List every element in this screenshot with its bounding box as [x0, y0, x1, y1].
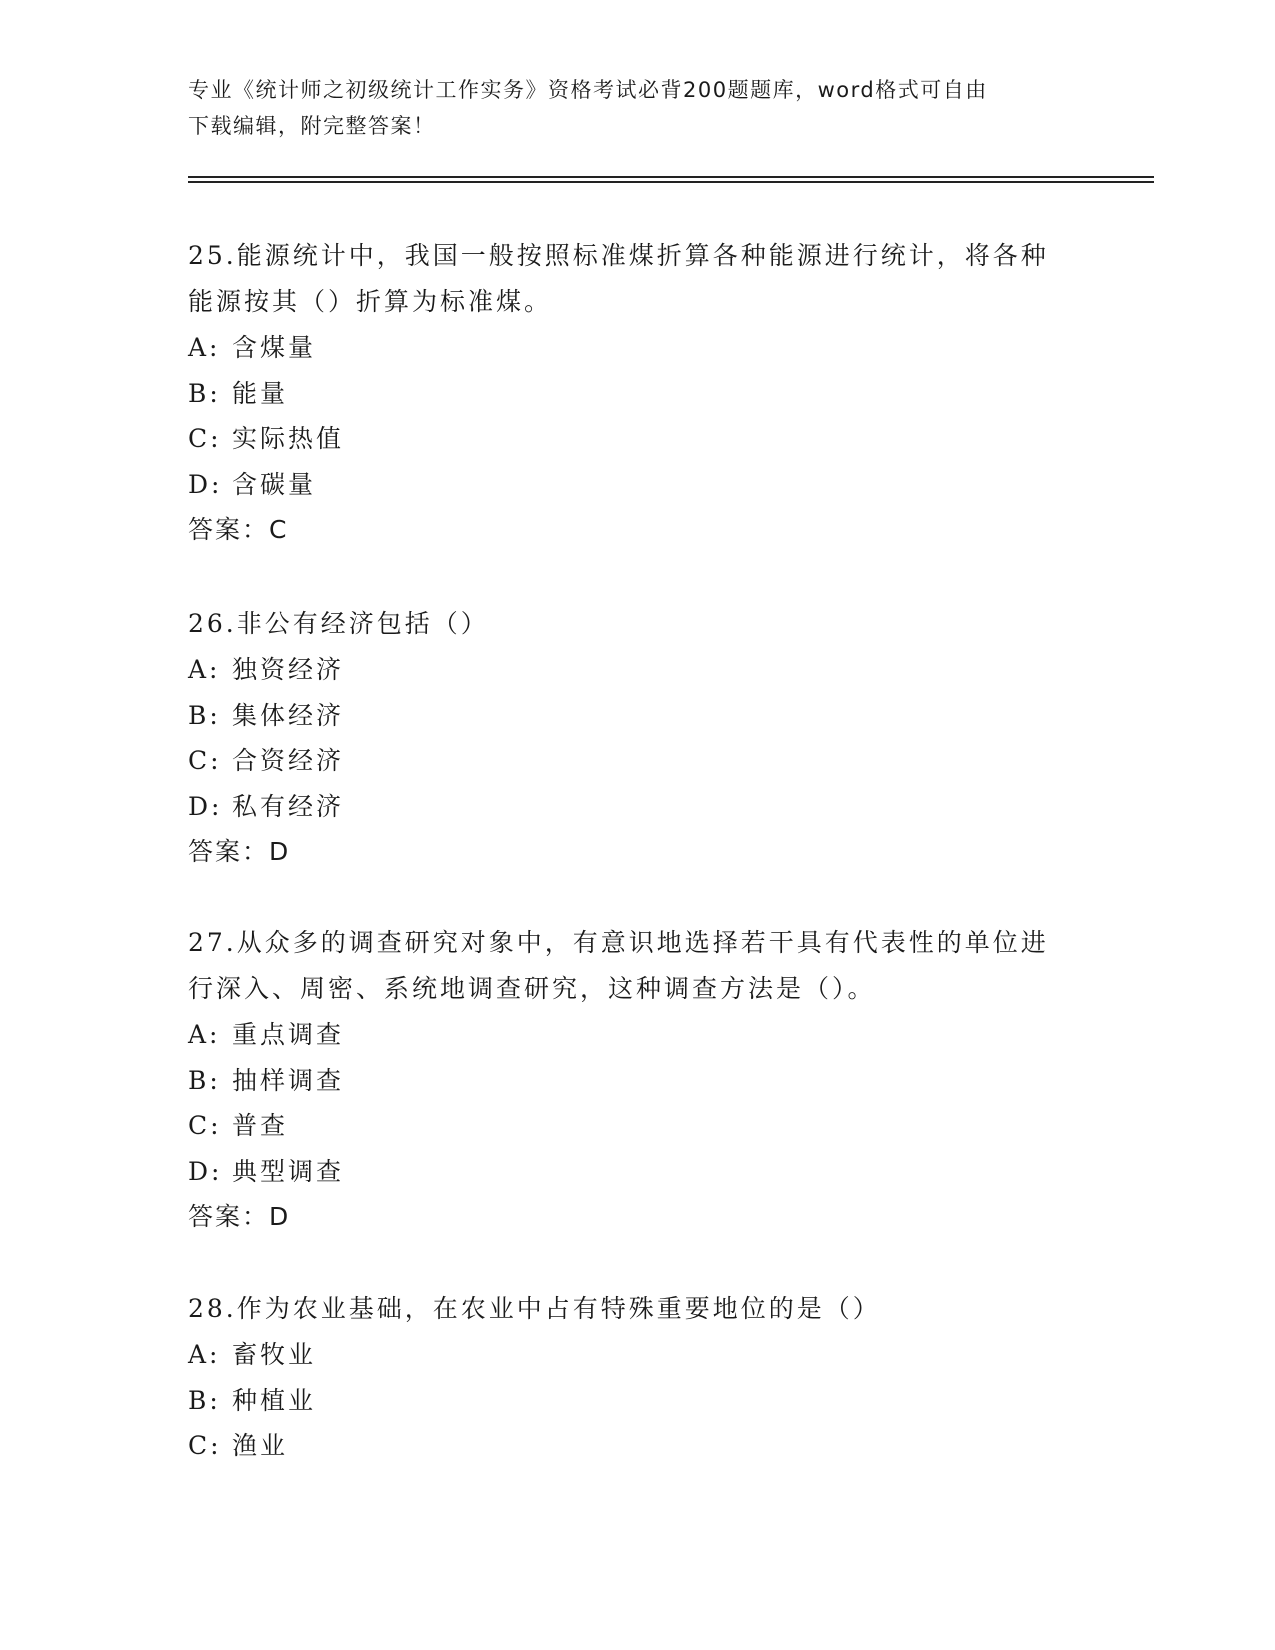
- option-text: 渔业: [232, 1431, 289, 1460]
- option-key: B:: [188, 1065, 221, 1095]
- option-text: 畜牧业: [232, 1340, 317, 1369]
- option-text: 普查: [232, 1111, 289, 1140]
- option-key: A:: [188, 655, 221, 684]
- option-c: [188, 738, 1088, 784]
- question-25: [188, 233, 1088, 553]
- option-c: [188, 1103, 1088, 1149]
- option-key: A:: [188, 333, 221, 362]
- option-a: [188, 325, 1088, 371]
- answer: 答案：D: [188, 1202, 291, 1231]
- option-key: B:: [188, 1385, 221, 1415]
- question-stem-line-2: 行深入、周密、系统地调查研究，这种调查方法是（）。: [188, 974, 876, 1003]
- option-key: C:: [188, 1431, 222, 1460]
- option-key: D:: [188, 791, 223, 821]
- option-b: [188, 371, 1088, 417]
- option-key: D:: [188, 1156, 223, 1186]
- option-c: [188, 1423, 1088, 1469]
- option-key: C:: [188, 424, 222, 453]
- option-key: A:: [188, 1020, 221, 1049]
- option-b: [188, 1058, 1088, 1104]
- question-stem-line-1: 26.非公有经济包括（）: [188, 609, 489, 638]
- option-text: 重点调查: [232, 1020, 345, 1049]
- option-a: [188, 647, 1088, 693]
- option-text: 能量: [232, 378, 289, 408]
- option-text: 实际热值: [232, 424, 345, 453]
- option-key: C:: [188, 1111, 222, 1140]
- header-divider-top: [188, 176, 1154, 178]
- option-a: [188, 1012, 1088, 1058]
- option-a: [188, 1332, 1088, 1378]
- option-text: 集体经济: [232, 700, 345, 730]
- option-text: 含煤量: [232, 333, 317, 362]
- option-b: [188, 693, 1088, 739]
- option-key: B:: [188, 378, 221, 408]
- option-text: 独资经济: [232, 655, 345, 684]
- answer: 答案：D: [188, 837, 291, 866]
- header-line-2: 下载编辑，附完整答案！: [188, 114, 436, 138]
- option-key: D:: [188, 469, 223, 499]
- option-key: A:: [188, 1340, 221, 1369]
- question-stem-line-2: 能源按其（）折算为标准煤。: [188, 287, 553, 316]
- option-text: 私有经济: [232, 791, 345, 821]
- option-text: 抽样调查: [232, 1065, 345, 1095]
- option-b: [188, 1378, 1088, 1424]
- option-text: 种植业: [232, 1385, 317, 1415]
- option-key: C:: [188, 746, 222, 775]
- option-key: B:: [188, 700, 221, 730]
- option-text: 典型调查: [232, 1156, 345, 1186]
- question-stem-line-1: 28.作为农业基础，在农业中占有特殊重要地位的是（）: [188, 1294, 881, 1323]
- header-divider-bottom: [188, 181, 1154, 183]
- header-line-1: 专业《统计师之初级统计工作实务》资格考试必背200题题库，word格式可自由: [188, 78, 988, 102]
- option-d: [188, 784, 1088, 830]
- option-c: [188, 416, 1088, 462]
- option-text: 合资经济: [232, 746, 345, 775]
- question-stem-line-1: 25.能源统计中，我国一般按照标准煤折算各种能源进行统计，将各种: [188, 241, 1049, 270]
- question-28: [188, 1286, 1088, 1469]
- answer: 答案：C: [188, 515, 289, 544]
- option-d: [188, 1149, 1088, 1195]
- question-27: [188, 920, 1088, 1240]
- question-stem-line-1: 27.从众多的调查研究对象中，有意识地选择若干具有代表性的单位进: [188, 928, 1049, 957]
- option-d: [188, 462, 1088, 508]
- question-26: [188, 601, 1088, 875]
- document-header: [188, 72, 1088, 144]
- option-text: 含碳量: [232, 469, 317, 499]
